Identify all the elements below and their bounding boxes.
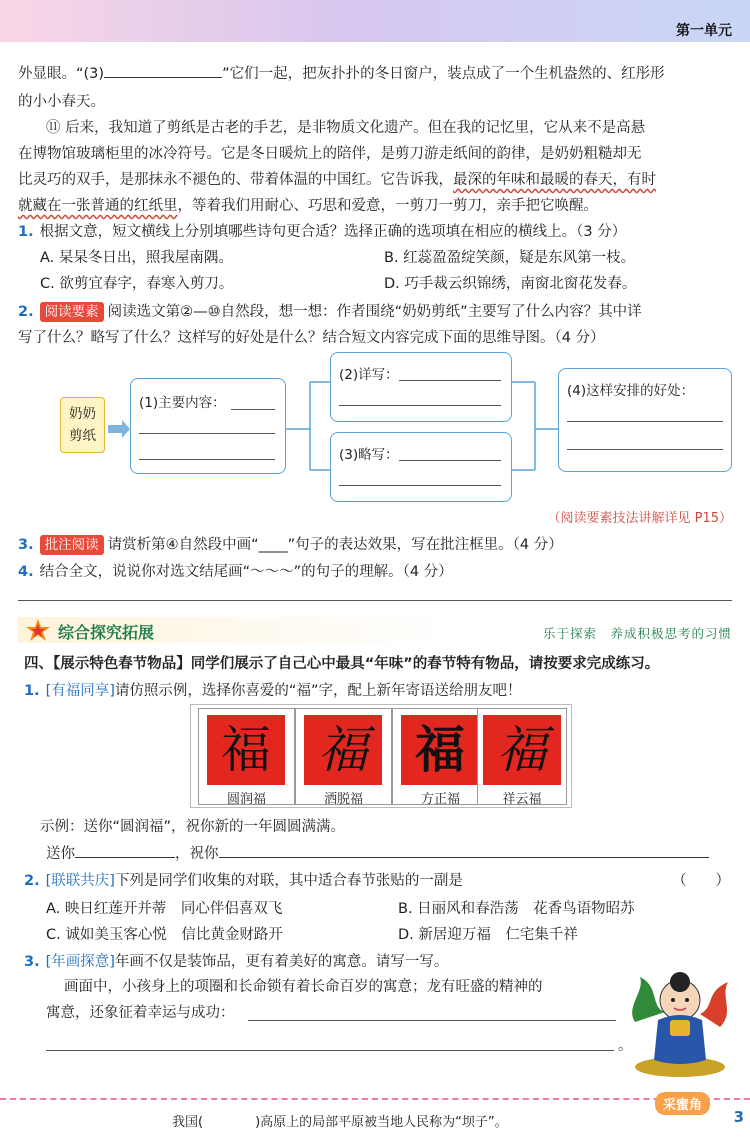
question-4	[18, 558, 453, 586]
answer-line[interactable]	[248, 1020, 616, 1021]
question-number: 4.	[18, 564, 34, 580]
passage-text: ”它们一起，把灰扑扑的冬日窗户，装点成了一个生机盎然的、红彤形	[222, 66, 665, 82]
question-text: 阅读选文第②—⑩自然段，想一想：作者围绕“奶奶剪纸”主要写了什么内容？其中详	[107, 304, 642, 320]
question-text: 请仿照示例，选择你喜爱的“福”字，配上新年寄语送给朋友吧！	[114, 683, 522, 699]
nianhua-line-2: 寓意，还象征着幸运与成功：	[46, 1005, 235, 1021]
fu-character: 福	[304, 715, 382, 785]
question-text: 根据文意，短文横线上分别填哪些诗句更合适？选择正确的选项填在相应的横线上。（3 分）	[39, 224, 627, 240]
answer-line[interactable]	[339, 405, 501, 406]
fu-caption: 圆润福	[226, 792, 266, 807]
mindmap-benefit-box	[558, 368, 732, 472]
send-label: 送你	[46, 846, 75, 862]
reference-note: （阅读要素技法讲解详见 P15）	[547, 511, 732, 526]
blank-3[interactable]	[104, 61, 222, 78]
fu-card[interactable]	[477, 708, 567, 805]
answer-line[interactable]	[399, 380, 501, 381]
annotation-tag: 批注阅读	[40, 535, 104, 555]
subquestion-3	[24, 948, 448, 976]
wish-label: ，祝你	[175, 846, 219, 862]
option-c[interactable]: C. 欲剪宜春字，春寒入剪刀。	[40, 276, 234, 292]
footer-divider	[0, 1098, 750, 1100]
wavy-underlined-text: 最深的年味和最暖的春天，有时	[453, 172, 656, 188]
mindmap-root	[60, 397, 105, 453]
fu-card[interactable]	[295, 708, 392, 805]
mindmap-main-box	[130, 378, 286, 474]
passage-text: 外显眼。“(3)	[18, 66, 105, 82]
subquestion-2	[24, 867, 463, 895]
benefit-label: (4)这样安排的好处：	[567, 383, 695, 399]
nianhua-illustration	[620, 952, 738, 1082]
root-text: 剪纸	[69, 428, 96, 444]
detail-label: (2)详写：	[339, 367, 399, 383]
subquestion-tag: [联联共庆]	[45, 873, 115, 889]
option-a[interactable]: A. 杲杲冬日出，照我屋南隅。	[40, 250, 233, 266]
example-text: 示例：送你“圆润福”，祝你新的一年圆圆满满。	[40, 819, 346, 835]
fu-character: 福	[207, 715, 285, 785]
answer-line[interactable]	[139, 459, 275, 460]
part-four-title: 四、【展示特色春节物品】同学们展示了自己心中最具“年味”的春节特有物品，请按要求完成练习。	[24, 656, 660, 672]
puzzle-star-icon	[24, 618, 52, 642]
answer-line[interactable]	[231, 409, 275, 410]
passage-text: ，等着我们用耐心、巧思和爱意，一剪刀一剪刀，亲手把它唤醒。	[177, 198, 598, 214]
answer-line[interactable]	[46, 1050, 614, 1051]
couplet-c[interactable]: C. 诚如美玉客心悦 信比黄金财路开	[46, 927, 283, 943]
answer-paren[interactable]: （ ）	[672, 873, 730, 889]
caimi-badge: 采蜜角	[655, 1092, 710, 1115]
question-text: 结合全文，说说你对选文结尾画“～～～”的句子的理解。（4 分）	[39, 564, 453, 580]
fu-caption: 方正福	[420, 792, 460, 807]
question-1	[18, 218, 626, 246]
couplet-a[interactable]: A. 映日红莲开并蒂 同心伴侣喜双飞	[46, 901, 283, 917]
answer-line-q4[interactable]	[18, 600, 732, 601]
fu-character: 福	[483, 715, 561, 785]
question-number: 3.	[18, 537, 34, 553]
mindmap-brief-box	[330, 432, 512, 502]
answer-line[interactable]	[339, 485, 501, 486]
question-2-cont: 写了什么？略写了什么？这样写的好处是什么？结合短文内容完成下面的思维导图。（4 分）	[18, 330, 605, 346]
arrow-icon	[108, 420, 130, 438]
fu-card[interactable]	[392, 708, 489, 805]
passage-line	[18, 60, 665, 88]
question-number: 1.	[18, 224, 34, 240]
passage-line: ⑪ 后来，我知道了剪纸是古老的手艺，是非物质文化遗产。但在我的记忆里，它从来不是高悬	[46, 120, 646, 136]
question-number: 2.	[18, 304, 34, 320]
send-line	[46, 840, 709, 868]
fu-caption: 洒脱福	[323, 792, 363, 807]
answer-line[interactable]	[567, 421, 723, 422]
passage-line	[18, 166, 656, 194]
question-number: 2.	[24, 873, 40, 889]
question-2	[18, 298, 642, 326]
subquestion-1	[24, 677, 521, 705]
answer-line[interactable]	[567, 449, 723, 450]
answer-line[interactable]	[399, 460, 501, 461]
question-number: 1.	[24, 683, 40, 699]
question-number: 3.	[24, 954, 40, 970]
page-number: 3	[733, 1108, 744, 1126]
option-d[interactable]: D. 巧手裁云织锦绣，南窗北窗花发春。	[384, 276, 637, 292]
mindmap-detail-box	[330, 352, 512, 422]
passage-text: 比灵巧的双手，是那抹永不褪色的、带着体温的中国红。它告诉我，	[18, 172, 453, 188]
passage-line	[18, 192, 598, 220]
nianhua-line-1: 画面中，小孩身上的项圈和长命锁有着长命百岁的寓意；龙有旺盛的精神的	[64, 979, 543, 995]
wavy-underlined-text: 就藏在一张普通的红纸里	[18, 198, 178, 214]
subquestion-tag: [年画探意]	[45, 954, 115, 970]
question-text: 年画不仅是装饰品，更有着美好的寓意。请写一写。	[114, 954, 449, 970]
answer-line[interactable]	[139, 433, 275, 434]
subquestion-tag: [有福同享]	[45, 683, 115, 699]
reading-tag: 阅读要素	[40, 302, 104, 322]
fu-character: 福	[401, 715, 479, 785]
section-slogan: 乐于探索 养成积极思考的习惯	[542, 626, 732, 641]
couplet-d[interactable]: D. 新居迎万福 仁宅集千祥	[398, 927, 578, 943]
top-banner	[0, 0, 750, 42]
footer-note: 我国( )高原上的局部平原被当地人民称为“坝子”。	[172, 1115, 508, 1130]
end-period: 。	[618, 1038, 633, 1054]
wish-blank[interactable]	[219, 841, 709, 858]
root-text: 奶奶	[69, 406, 96, 422]
question-text: 请赏析第④自然段中画“____”句子的表达效果，写在批注框里。（4 分）	[107, 537, 563, 553]
option-b[interactable]: B. 红蕊盈盈绽笑颜，疑是东风第一枝。	[384, 250, 636, 266]
fu-card[interactable]	[198, 708, 295, 805]
main-label: (1)主要内容：	[139, 395, 226, 411]
couplet-b[interactable]: B. 日丽风和春浩荡 花香鸟语物昭苏	[398, 901, 635, 917]
brief-label: (3)略写：	[339, 447, 399, 463]
question-text: 下列是同学们收集的对联，其中适合春节张贴的一副是	[114, 873, 463, 889]
unit-title: 第一单元	[676, 23, 732, 39]
section-title: 综合探究拓展	[58, 623, 155, 642]
passage-line: 的小小春天。	[18, 94, 105, 110]
passage-line: 在博物馆玻璃柜里的冰冷符号。它是冬日暖炕上的陪伴，是剪刀游走纸间的韵律，是奶奶粗糙却无	[18, 146, 642, 162]
send-blank[interactable]	[75, 841, 175, 858]
fu-caption: 祥云福	[502, 792, 542, 807]
question-3	[18, 531, 563, 559]
